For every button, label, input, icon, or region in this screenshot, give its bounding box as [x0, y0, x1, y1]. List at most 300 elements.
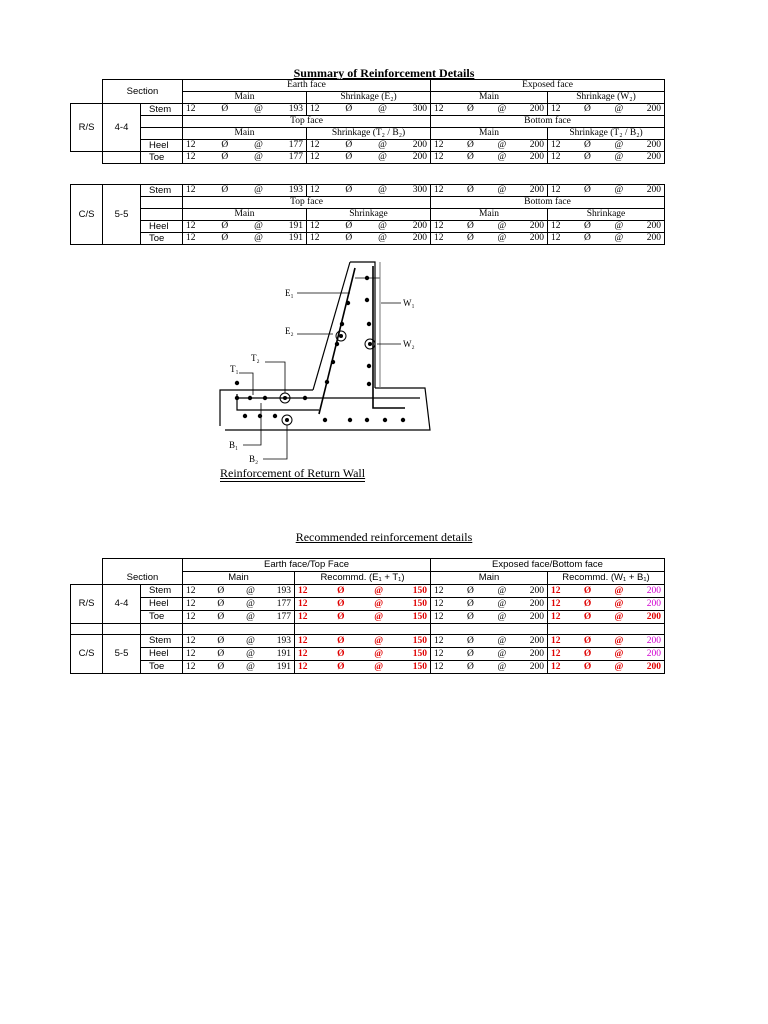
rebar-cell	[183, 233, 307, 245]
exposed-face-header: Exposed face	[431, 80, 665, 92]
diameter-symbol: Ø	[337, 636, 345, 646]
section-4-4: 4-4	[103, 585, 141, 624]
rebar-cell	[183, 585, 295, 598]
bar-diameter: 12	[551, 152, 561, 162]
return-wall-diagram	[215, 258, 440, 468]
rebar-cell	[431, 104, 548, 116]
at-symbol: @	[246, 662, 255, 672]
at-symbol: @	[497, 104, 507, 114]
shrinkage-w2-header: Shrinkage (W₂)	[548, 92, 665, 104]
rebar-cell	[548, 152, 665, 164]
at-symbol: @	[378, 233, 387, 243]
diameter-symbol: Ø	[467, 662, 474, 672]
rebar-cell	[183, 635, 295, 648]
bar-spacing: 200	[646, 221, 661, 231]
bar-spacing: 200	[529, 233, 544, 243]
diameter-symbol: Ø	[584, 221, 591, 231]
diameter-symbol: Ø	[337, 662, 345, 672]
rebar-cell	[431, 598, 548, 611]
summary-title: Summary of Reinforcement Details	[293, 66, 475, 80]
bar-spacing: 200	[529, 104, 544, 114]
at-symbol: @	[374, 662, 384, 672]
diameter-symbol: Ø	[583, 612, 592, 622]
main-header: Main	[183, 92, 307, 104]
bar-spacing: 191	[276, 649, 291, 659]
bar-diameter: 12	[298, 636, 308, 646]
at-symbol: @	[497, 649, 507, 659]
at-symbol: @	[246, 636, 255, 646]
at-symbol: @	[374, 586, 384, 596]
rebar-cell	[183, 152, 307, 164]
bar-spacing: 177	[288, 140, 303, 150]
bar-spacing: 200	[529, 140, 544, 150]
bar-diameter: 12	[434, 662, 444, 672]
bar-diameter: 12	[186, 612, 196, 622]
rebar-cell	[183, 598, 295, 611]
diameter-symbol: Ø	[467, 221, 474, 231]
bar-diameter: 12	[186, 104, 196, 114]
bar-diameter: 12	[186, 662, 196, 672]
diameter-symbol: Ø	[217, 612, 225, 622]
bar-spacing: 191	[276, 662, 291, 672]
at-symbol: @	[254, 104, 263, 114]
rebar-cell	[548, 233, 665, 245]
member-toe: Toe	[141, 233, 183, 245]
diameter-symbol: Ø	[345, 221, 353, 231]
at-symbol: @	[614, 612, 624, 622]
rebar-cell	[548, 221, 665, 233]
at-symbol: @	[614, 599, 624, 609]
bottom-face-header: Bottom face	[431, 197, 665, 209]
label-w1: W₁	[403, 298, 415, 308]
bar-diameter: 12	[298, 649, 308, 659]
diagram-caption: Reinforcement of Return Wall	[220, 466, 366, 480]
bar-spacing: 200	[529, 599, 544, 609]
diameter-symbol: Ø	[345, 233, 353, 243]
rebar-cell	[183, 661, 295, 674]
diameter-symbol: Ø	[337, 649, 345, 659]
bar-diameter: 12	[551, 233, 561, 243]
bar-spacing: 200	[646, 649, 661, 659]
bar-diameter: 12	[310, 185, 320, 195]
bar-diameter: 12	[434, 636, 444, 646]
member-heel: Heel	[141, 598, 183, 611]
at-symbol: @	[497, 599, 507, 609]
at-symbol: @	[246, 612, 255, 622]
bar-diameter: 12	[434, 185, 444, 195]
diameter-symbol: Ø	[467, 599, 474, 609]
bar-diameter: 12	[551, 649, 561, 659]
at-symbol: @	[614, 649, 624, 659]
rebar-cell	[548, 104, 665, 116]
bar-diameter: 12	[310, 221, 320, 231]
diameter-symbol: Ø	[221, 233, 229, 243]
at-symbol: @	[254, 233, 263, 243]
label-b2: B₂	[249, 454, 259, 464]
at-symbol: @	[378, 140, 387, 150]
bar-spacing: 193	[276, 636, 291, 646]
diameter-symbol: Ø	[345, 140, 353, 150]
at-symbol: @	[614, 104, 624, 114]
at-symbol: @	[378, 104, 387, 114]
bar-diameter: 12	[551, 599, 561, 609]
rebar-cell	[548, 185, 665, 197]
main-header: Main	[431, 209, 548, 221]
rs-label: R/S	[71, 585, 103, 624]
rebar-cell	[431, 585, 548, 598]
rebar-cell	[183, 221, 307, 233]
bar-spacing: 193	[276, 586, 291, 596]
recommended-title: Recommended reinforcement details	[295, 530, 473, 544]
rebar-cell	[431, 152, 548, 164]
bar-spacing: 200	[646, 152, 661, 162]
rebar-cell	[431, 611, 548, 624]
bar-diameter: 12	[551, 662, 561, 672]
section-5-5: 5-5	[103, 185, 141, 245]
bar-diameter: 12	[551, 221, 561, 231]
bar-spacing: 177	[276, 599, 291, 609]
recommended-cell	[295, 661, 431, 674]
recommended-cell	[295, 635, 431, 648]
diameter-symbol: Ø	[337, 586, 345, 596]
at-symbol: @	[254, 185, 263, 195]
at-symbol: @	[497, 662, 507, 672]
diameter-symbol: Ø	[221, 152, 229, 162]
recommended-cell	[548, 635, 665, 648]
bar-spacing: 200	[646, 104, 661, 114]
member-toe: Toe	[141, 611, 183, 624]
diameter-symbol: Ø	[584, 140, 591, 150]
member-stem: Stem	[141, 585, 183, 598]
bar-diameter: 12	[434, 233, 444, 243]
member-heel: Heel	[141, 221, 183, 233]
at-symbol: @	[378, 152, 387, 162]
bar-spacing: 200	[646, 185, 661, 195]
at-symbol: @	[246, 649, 255, 659]
shrinkage-t2b2-header: Shrinkage (T₂ / B₂)	[548, 128, 665, 140]
shrinkage-header: Shrinkage	[548, 209, 665, 221]
base-slab-left	[220, 390, 313, 426]
rebar-cell	[431, 185, 548, 197]
rebar-cell	[307, 104, 431, 116]
recommended-cell	[295, 585, 431, 598]
cs-label: C/S	[71, 185, 103, 245]
main-header: Main	[431, 92, 548, 104]
diameter-symbol: Ø	[467, 612, 474, 622]
at-symbol: @	[614, 152, 624, 162]
bar-spacing: 200	[646, 636, 661, 646]
bar-diameter: 12	[434, 649, 444, 659]
at-symbol: @	[374, 612, 384, 622]
at-symbol: @	[614, 140, 624, 150]
diameter-symbol: Ø	[217, 599, 225, 609]
bar-diameter: 12	[434, 221, 444, 231]
member-toe: Toe	[141, 152, 183, 164]
bar-spacing: 300	[412, 104, 427, 114]
diameter-symbol: Ø	[584, 185, 591, 195]
diameter-symbol: Ø	[467, 152, 474, 162]
bar-diameter: 12	[551, 140, 561, 150]
member-stem: Stem	[141, 185, 183, 197]
bar-spacing: 191	[288, 221, 303, 231]
diameter-symbol: Ø	[337, 612, 345, 622]
section-4-4: 4-4	[103, 104, 141, 152]
top-face-header: Top face	[183, 197, 431, 209]
bar-spacing: 150	[412, 599, 427, 609]
stem-outline	[350, 262, 375, 388]
recommended-cell	[548, 598, 665, 611]
shrinkage-header: Shrinkage	[307, 209, 431, 221]
bar-spacing: 200	[646, 140, 661, 150]
rebar-cell	[307, 221, 431, 233]
bar-spacing: 177	[276, 612, 291, 622]
main-header: Main	[183, 572, 295, 585]
bar-diameter: 12	[186, 586, 196, 596]
bar-diameter: 12	[551, 586, 561, 596]
rebar-cell	[307, 152, 431, 164]
rebar-exposed	[373, 266, 405, 408]
at-symbol: @	[254, 221, 263, 231]
at-symbol: @	[497, 152, 507, 162]
bar-diameter: 12	[186, 140, 196, 150]
diameter-symbol: Ø	[345, 185, 353, 195]
recommended-cell	[548, 585, 665, 598]
bar-spacing: 200	[529, 152, 544, 162]
label-e2: E₂	[285, 326, 294, 336]
bar-spacing: 200	[529, 185, 544, 195]
label-b1: B₁	[229, 440, 239, 450]
bar-spacing: 150	[412, 586, 427, 596]
diameter-symbol: Ø	[217, 662, 225, 672]
bar-diameter: 12	[434, 612, 444, 622]
base-slab-right	[225, 388, 430, 430]
rebar-cell	[431, 140, 548, 152]
bar-spacing: 200	[412, 152, 427, 162]
bar-spacing: 200	[646, 599, 661, 609]
diameter-symbol: Ø	[217, 636, 225, 646]
bar-spacing: 300	[412, 185, 427, 195]
at-symbol: @	[497, 140, 507, 150]
bar-spacing: 177	[288, 152, 303, 162]
recommended-cell	[295, 648, 431, 661]
rebar-cell	[548, 140, 665, 152]
label-t1: T₁	[230, 364, 239, 374]
at-symbol: @	[497, 221, 507, 231]
diameter-symbol: Ø	[337, 599, 345, 609]
diameter-symbol: Ø	[583, 599, 592, 609]
at-symbol: @	[497, 185, 507, 195]
bar-spacing: 200	[529, 636, 544, 646]
exposed-bottom-face-header: Exposed face/Bottom face	[431, 559, 665, 572]
member-heel: Heel	[141, 140, 183, 152]
rebar-cell	[431, 635, 548, 648]
bar-spacing: 200	[646, 586, 661, 596]
member-heel: Heel	[141, 648, 183, 661]
bar-diameter: 12	[310, 233, 320, 243]
earth-face-header: Earth face	[183, 80, 431, 92]
summary-table-rs	[70, 79, 665, 164]
diameter-symbol: Ø	[584, 152, 591, 162]
main-header: Main	[183, 209, 307, 221]
top-face-header: Top face	[183, 116, 431, 128]
at-symbol: @	[614, 662, 624, 672]
recommended-cell	[548, 611, 665, 624]
diameter-symbol: Ø	[221, 185, 229, 195]
bar-spacing: 200	[646, 662, 661, 672]
summary-table-cs	[70, 184, 665, 245]
at-symbol: @	[497, 636, 507, 646]
bar-spacing: 200	[529, 649, 544, 659]
main-header: Main	[183, 128, 307, 140]
bar-diameter: 12	[434, 104, 444, 114]
bar-diameter: 12	[551, 612, 561, 622]
diameter-symbol: Ø	[583, 649, 592, 659]
diameter-symbol: Ø	[467, 140, 474, 150]
section-header: Section	[103, 559, 183, 585]
at-symbol: @	[614, 185, 624, 195]
diameter-symbol: Ø	[467, 233, 474, 243]
bar-spacing: 193	[288, 104, 303, 114]
rebar-cell	[431, 648, 548, 661]
rebar-cell	[183, 185, 307, 197]
bar-spacing: 150	[412, 662, 427, 672]
at-symbol: @	[246, 586, 255, 596]
diameter-symbol: Ø	[583, 662, 592, 672]
rebar-cell	[307, 233, 431, 245]
label-t2: T₂	[251, 353, 260, 363]
recommd-e1t1-header: Recommd. (E₁ + T₁)	[295, 572, 431, 585]
at-symbol: @	[497, 586, 507, 596]
main-header: Main	[431, 128, 548, 140]
bar-diameter: 12	[186, 649, 196, 659]
bar-spacing: 200	[529, 221, 544, 231]
rebar-cell	[431, 221, 548, 233]
bar-diameter: 12	[551, 185, 561, 195]
diameter-symbol: Ø	[217, 586, 225, 596]
rebar-cell	[307, 140, 431, 152]
at-symbol: @	[374, 649, 384, 659]
label-w2: W₂	[403, 339, 415, 349]
diameter-symbol: Ø	[583, 636, 592, 646]
bar-spacing: 200	[646, 233, 661, 243]
member-stem: Stem	[141, 635, 183, 648]
bar-spacing: 200	[529, 586, 544, 596]
bar-spacing: 200	[412, 221, 427, 231]
rebar-cell	[431, 233, 548, 245]
bar-diameter: 12	[434, 152, 444, 162]
bar-diameter: 12	[298, 586, 308, 596]
recommended-cell	[295, 598, 431, 611]
label-e1: E₁	[285, 288, 294, 298]
bar-diameter: 12	[186, 221, 196, 231]
bar-diameter: 12	[551, 636, 561, 646]
bar-diameter: 12	[434, 586, 444, 596]
rebar-cell	[183, 611, 295, 624]
diameter-symbol: Ø	[467, 104, 474, 114]
rs-label: R/S	[71, 104, 103, 152]
at-symbol: @	[614, 233, 624, 243]
bar-spacing: 150	[412, 636, 427, 646]
rebar-cell	[431, 661, 548, 674]
bar-diameter: 12	[186, 233, 196, 243]
at-symbol: @	[614, 221, 624, 231]
diameter-symbol: Ø	[584, 233, 591, 243]
at-symbol: @	[254, 140, 263, 150]
bar-spacing: 150	[412, 612, 427, 622]
member-stem: Stem	[141, 104, 183, 116]
at-symbol: @	[497, 612, 507, 622]
diameter-symbol: Ø	[467, 586, 474, 596]
bottom-face-header: Bottom face	[431, 116, 665, 128]
at-symbol: @	[246, 599, 255, 609]
bar-spacing: 200	[529, 662, 544, 672]
bar-spacing: 191	[288, 233, 303, 243]
diameter-symbol: Ø	[467, 649, 474, 659]
recommended-cell	[295, 611, 431, 624]
diameter-symbol: Ø	[467, 636, 474, 646]
diameter-symbol: Ø	[217, 649, 225, 659]
at-symbol: @	[374, 636, 384, 646]
bar-diameter: 12	[310, 152, 320, 162]
diameter-symbol: Ø	[345, 152, 353, 162]
diameter-symbol: Ø	[345, 104, 353, 114]
bar-spacing: 200	[412, 140, 427, 150]
rebar-earth	[319, 268, 355, 414]
bar-diameter: 12	[310, 140, 320, 150]
bar-diameter: 12	[298, 662, 308, 672]
bar-diameter: 12	[186, 599, 196, 609]
diameter-symbol: Ø	[467, 185, 474, 195]
at-symbol: @	[614, 586, 624, 596]
bar-diameter: 12	[310, 104, 320, 114]
bar-spacing: 150	[412, 649, 427, 659]
rebar-cell	[183, 648, 295, 661]
diameter-symbol: Ø	[221, 104, 229, 114]
stem-front-face	[313, 262, 350, 390]
at-symbol: @	[374, 599, 384, 609]
recommended-table	[70, 558, 665, 674]
bar-diameter: 12	[551, 104, 561, 114]
at-symbol: @	[497, 233, 507, 243]
shrinkage-e2-header: Shrinkage (E₂)	[307, 92, 431, 104]
section-5-5: 5-5	[103, 635, 141, 674]
bar-diameter: 12	[434, 140, 444, 150]
shrinkage-t2b2-header: Shrinkage (T₂ / B₂)	[307, 128, 431, 140]
bar-diameter: 12	[434, 599, 444, 609]
bar-diameter: 12	[298, 599, 308, 609]
rebar-cell	[183, 140, 307, 152]
rebar-cell	[183, 104, 307, 116]
bar-diameter: 12	[298, 612, 308, 622]
diameter-symbol: Ø	[221, 140, 229, 150]
diameter-symbol: Ø	[221, 221, 229, 231]
main-header: Main	[431, 572, 548, 585]
diameter-symbol: Ø	[584, 104, 591, 114]
at-symbol: @	[378, 221, 387, 231]
member-toe: Toe	[141, 661, 183, 674]
bar-spacing: 200	[529, 612, 544, 622]
recommd-w1b1-header: Recommd. (W₁ + B₁)	[548, 572, 665, 585]
at-symbol: @	[254, 152, 263, 162]
bar-spacing: 193	[288, 185, 303, 195]
bar-spacing: 200	[412, 233, 427, 243]
bar-diameter: 12	[186, 185, 196, 195]
recommended-cell	[548, 661, 665, 674]
cs-label: C/S	[71, 635, 103, 674]
bar-diameter: 12	[186, 636, 196, 646]
at-symbol: @	[378, 185, 387, 195]
rebar-cell	[307, 185, 431, 197]
